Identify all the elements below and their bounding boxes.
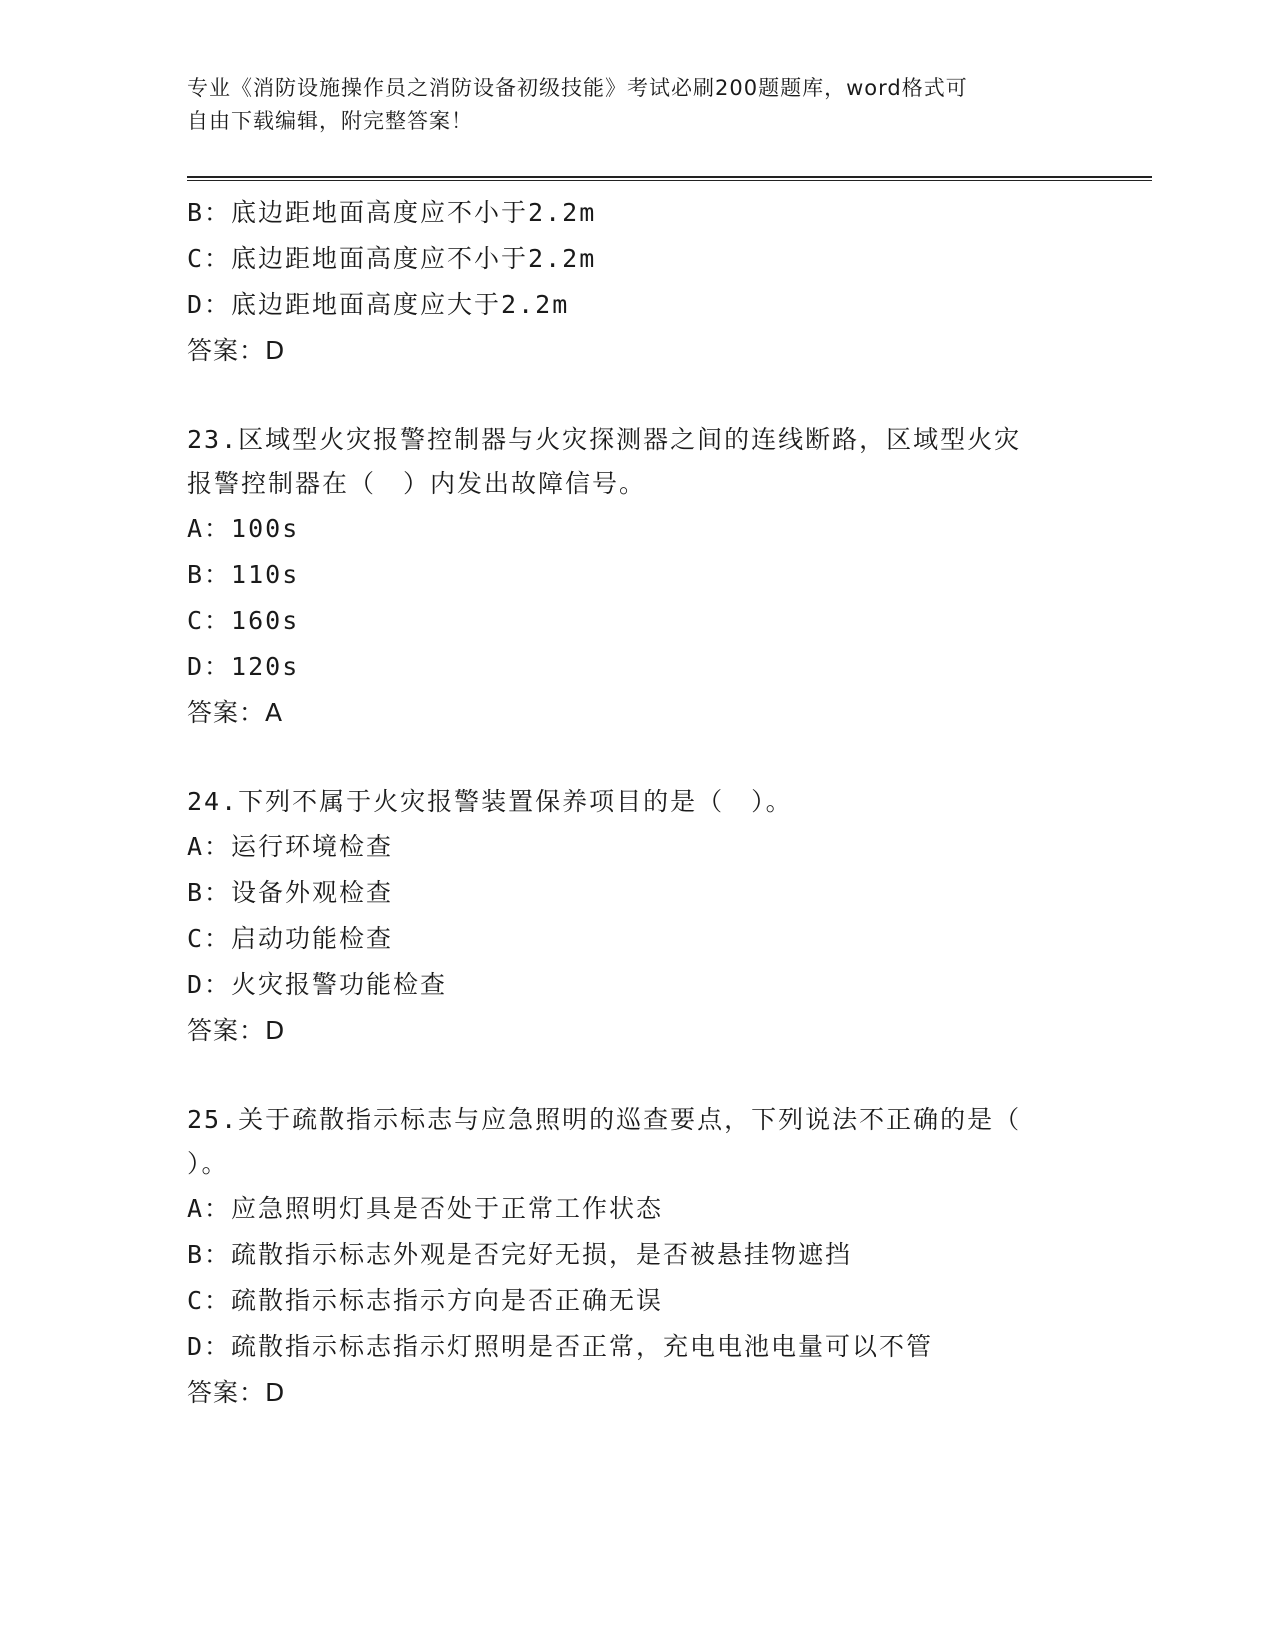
answer-line: 答案：D (187, 1016, 286, 1045)
spacer (187, 1054, 1067, 1098)
document-header (187, 72, 1067, 138)
option-a: A：运行环境检查 (187, 832, 394, 861)
answer-line: 答案：D (187, 1378, 286, 1407)
question-stem-line-2: 报警控制器在（ ）内发出故障信号。 (187, 469, 647, 498)
option-d: D：底边距地面高度应大于2.2m (187, 290, 570, 319)
answer-line: 答案：A (187, 698, 284, 727)
answer-line: 答案：D (187, 336, 286, 365)
question-stem-line-1: 25.关于疏散指示标志与应急照明的巡查要点，下列说法不正确的是（ (187, 1105, 1022, 1134)
question-22-continued (187, 190, 1067, 374)
question-stem-line-1: 24.下列不属于火灾报警装置保养项目的是（ ）。 (187, 787, 793, 816)
option-c: C：疏散指示标志指示方向是否正确无误 (187, 1286, 664, 1315)
question-list (187, 190, 1067, 1416)
option-c: C：160s (187, 606, 300, 635)
spacer (187, 736, 1067, 780)
question-24 (187, 780, 1067, 1054)
option-b: B：设备外观检查 (187, 878, 394, 907)
spacer (187, 374, 1067, 418)
option-d: D：120s (187, 652, 300, 681)
option-d: D：火灾报警功能检查 (187, 970, 448, 999)
option-b: B：疏散指示标志外观是否完好无损，是否被悬挂物遮挡 (187, 1240, 853, 1269)
header-title-line-2: 自由下载编辑，附完整答案！ (187, 109, 473, 133)
question-23 (187, 418, 1067, 736)
header-divider-thick (187, 176, 1152, 178)
option-d: D：疏散指示标志指示灯照明是否正常，充电电池电量可以不管 (187, 1332, 934, 1361)
option-c: C：启动功能检查 (187, 924, 394, 953)
header-divider-thin (187, 180, 1152, 181)
option-a: A：应急照明灯具是否处于正常工作状态 (187, 1194, 664, 1223)
header-divider (187, 176, 1152, 181)
option-b: B：底边距地面高度应不小于2.2m (187, 198, 597, 227)
question-25 (187, 1098, 1067, 1416)
header-title-line-1: 专业《消防设施操作员之消防设备初级技能》考试必刷200题题库，word格式可 (187, 76, 968, 100)
option-b: B：110s (187, 560, 300, 589)
option-a: A：100s (187, 514, 300, 543)
question-stem-line-2: ）。 (187, 1149, 229, 1178)
option-c: C：底边距地面高度应不小于2.2m (187, 244, 597, 273)
question-stem-line-1: 23.区域型火灾报警控制器与火灾探测器之间的连线断路，区域型火灾 (187, 425, 1022, 454)
